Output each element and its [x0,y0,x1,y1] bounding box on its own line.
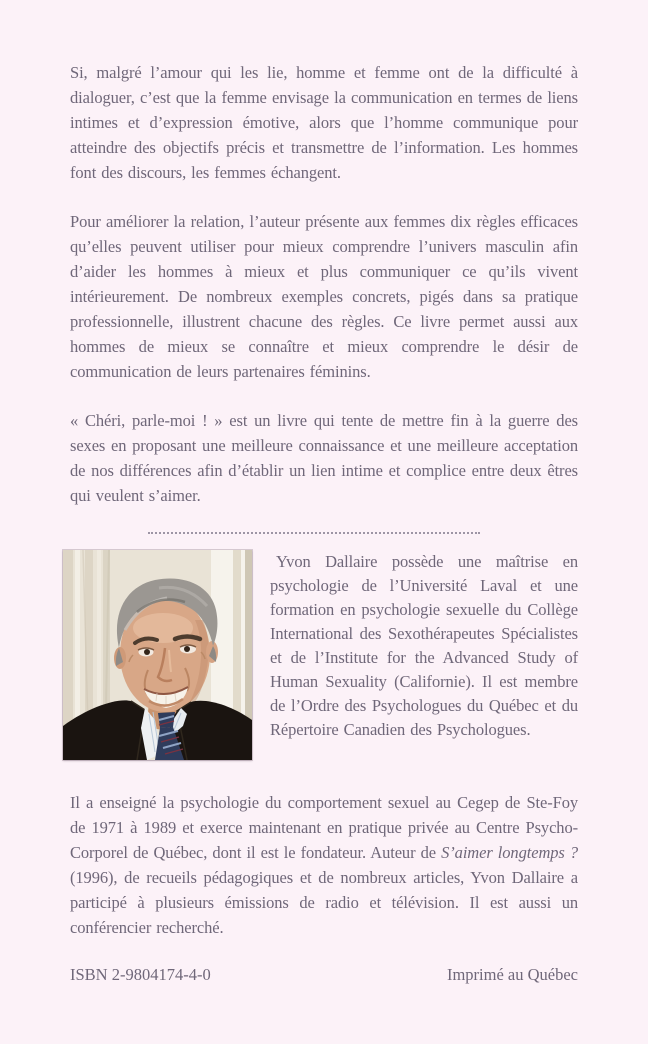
author-bio: Yvon Dallaire possède une maîtrise en psychologie de l’Université Laval et une formation en psychologie sexuelle du Collège International des Sexothérapeutes Spécialistes et de l’Institute for the Advanced Study of Human Sexuality (Californie). Il est membre de l’Ordre des Psychologues du Québec et du Répertoire Canadien des Psychologues. [270,552,578,739]
author-photo [63,550,252,760]
book-title-italic: S’aimer longtemps ? [441,843,579,862]
synopsis-paragraph-2: Pour améliorer la relation, l’auteur présente aux femmes dix règles efficaces qu’elles peuvent utiliser pour mieux comprendre l’univers masculin afin d’aider les hommes à mieux et plus communiquer ce qu’ils vivent intérieurement. De nombreux exemples concrets, pigés dans sa pratique professionnelle, illustrent chacune des règles. Ce livre permet aussi aux hommes de mieux se connaître et mieux comprendre le désir de communication de leurs partenaires féminins. [70,212,578,381]
synopsis-paragraph-3: « Chéri, parle-moi ! » est un livre qui tente de mettre fin à la guerre des sexes en proposant une meilleure connaissance et une meilleure acceptation de nos différences afin d’établir un lien intime et complice entre deux êtres qui veulent s’aimer. [70,411,578,505]
dotted-separator [148,532,480,534]
career-text-before: Il a enseigné la psychologie du comportement sexuel au Cegep de Ste-Foy de 1971 à 1989 et exerce maintenant en pratique privée au Centre Psycho-Corporel de Québec, dont il est le fondateur. Auteur de [70,793,578,862]
career-paragraph [70,790,578,940]
author-section [70,550,578,760]
synopsis-paragraph-1: Si, malgré l’amour qui les lie, homme et femme ont de la difficulté à dialoguer, c’est que la femme envisage la communication en termes de liens intimes et d’expression émotive, alors que l’homme communique pour atteindre des objectifs précis et transmettre de l’information. Les hommes font des discours, les femmes échangent. [70,63,578,182]
isbn-text: ISBN 2-9804174-4-0 [70,965,211,984]
author-photo-illustration [63,550,252,760]
printed-in-text: Imprimé au Québec [446,965,578,984]
career-text-after: (1996), de recueils pédagogiques et de nombreux articles, Yvon Dallaire a participé à plusieurs émissions de radio et télévision. Il est aussi un conférencier recherché. [70,868,578,937]
footer [70,964,578,986]
